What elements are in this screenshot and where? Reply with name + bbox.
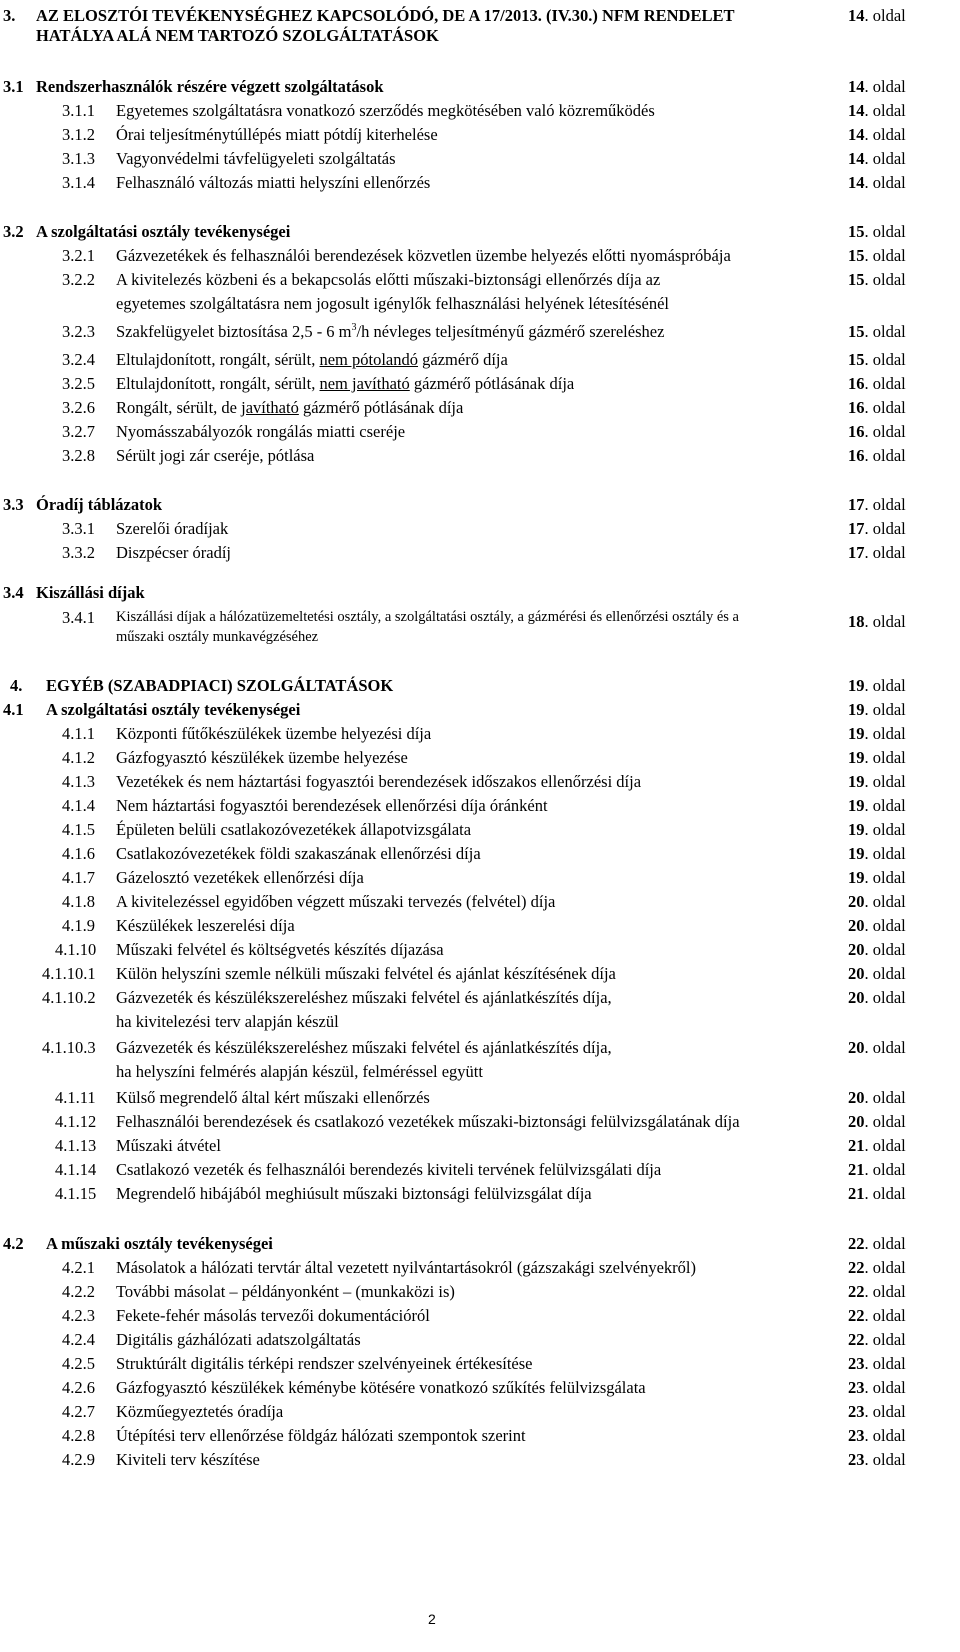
toc-title: EGYÉB (SZABADPIACI) SZOLGÁLTATÁSOK: [46, 676, 394, 695]
toc-title: Eltulajdonított, rongált, sérült, nem pótolandó gázmérő díja: [116, 350, 508, 369]
toc-title: Diszpécser óradíj: [116, 543, 231, 562]
toc-number: 4.1.8: [62, 892, 95, 911]
toc-title: Szerelői óradíjak: [116, 519, 229, 538]
toc-title: Gázelosztó vezetékek ellenőrzési díja: [116, 868, 364, 887]
toc-entry: [0, 1308, 960, 1328]
toc-number: 4.1.4: [62, 796, 95, 815]
toc-number: 3.4.1: [62, 608, 95, 627]
toc-page: 20. oldal: [848, 1112, 906, 1131]
toc-entry: [0, 272, 960, 292]
toc-title: Csatlakozó vezeték és felhasználói berendezés kiviteli tervének felülvizsgálati díja: [116, 1160, 662, 1179]
toc-page: 19. oldal: [848, 772, 906, 791]
toc-entry: [0, 774, 960, 794]
toc-number: 4.1.3: [62, 772, 95, 791]
toc-entry: [0, 870, 960, 890]
toc-page: 17. oldal: [848, 495, 906, 514]
toc-page: 23. oldal: [848, 1450, 906, 1469]
toc-number: 3.: [3, 6, 16, 25]
toc-entry: [0, 248, 960, 268]
toc-number: 3.2.1: [62, 246, 95, 265]
toc-entry: [0, 8, 960, 28]
toc-page: 23. oldal: [848, 1354, 906, 1373]
toc-number: 3.2.4: [62, 350, 95, 369]
toc-title: A kivitelezés közbeni és a bekapcsolás előtti műszaki-biztonsági ellenőrzés díja az: [116, 270, 661, 289]
toc-title: A szolgáltatási osztály tevékenységei: [36, 222, 291, 241]
toc-page: 18. oldal: [848, 612, 906, 631]
toc-number: 4.1: [3, 700, 24, 719]
toc-page: 14. oldal: [848, 101, 906, 120]
toc-title-line2: ha kivitelezési terv alapján készül: [116, 1012, 339, 1031]
toc-title: Szakfelügyelet biztosítása 2,5 - 6 $m^3/h$ névleges teljesítményű gázmérő szereléshez: [116, 322, 665, 341]
toc-entry: [0, 400, 960, 420]
toc-title: Órai teljesítménytúllépés miatt pótdíj kiterhelése: [116, 125, 438, 144]
page-number: 2: [428, 1611, 436, 1627]
toc-title: Digitális gázhálózati adatszolgáltatás: [116, 1330, 361, 1349]
toc-title: Nem háztartási fogyasztói berendezések ellenőrzési díja óránként: [116, 796, 548, 815]
toc-entry: [0, 352, 960, 372]
toc-entry: [0, 1428, 960, 1448]
toc-title: Gázvezeték és készülékszereléshez műszaki felvétel és ajánlatkészítés díja,: [116, 1038, 612, 1057]
toc-entry: [0, 1186, 960, 1206]
toc-number: 3.1: [3, 77, 24, 96]
toc-title: Fekete-fehér másolás tervezői dokumentációról: [116, 1306, 430, 1325]
toc-page: 15. oldal: [848, 270, 906, 289]
toc-number: 3.2.6: [62, 398, 95, 417]
toc-entry-continuation: [0, 630, 960, 650]
toc-number: 4.1.10: [55, 940, 97, 959]
toc-entry: [0, 798, 960, 818]
toc-title-line2: HATÁLYA ALÁ NEM TARTOZÓ SZOLGÁLTATÁSOK: [36, 26, 439, 45]
toc-page: 15. oldal: [848, 222, 906, 241]
toc-number: 4.2.6: [62, 1378, 95, 1397]
toc-page: 19. oldal: [848, 820, 906, 839]
toc-entry: [0, 324, 960, 344]
toc-number: 4.1.6: [62, 844, 95, 863]
toc-page: 15. oldal: [848, 350, 906, 369]
toc-title: Gázfogyasztó készülékek üzembe helyezése: [116, 748, 408, 767]
toc-page: 19. oldal: [848, 868, 906, 887]
toc-number: 4.1.10.3: [42, 1038, 96, 1057]
toc-entry: [0, 1114, 960, 1134]
toc-number: 3.2.5: [62, 374, 95, 393]
toc-title: Kiviteli terv készítése: [116, 1450, 260, 1469]
toc-page: 20. oldal: [848, 940, 906, 959]
toc-title: Csatlakozóvezetékek földi szakaszának ellenőrzési díja: [116, 844, 481, 863]
toc-page: 14. oldal: [848, 125, 906, 144]
toc-number: 4.1.15: [55, 1184, 97, 1203]
toc-entry: [0, 678, 960, 698]
toc-entry: [0, 497, 960, 517]
toc-entry: [0, 1380, 960, 1400]
toc-entry: [0, 376, 960, 396]
toc-number: 4.2.5: [62, 1354, 95, 1373]
toc-title: Másolatok a hálózati tervtár által vezetett nyilvántartásokról (gázszakági szelvényekről): [116, 1258, 696, 1277]
toc-page: 14. oldal: [848, 173, 906, 192]
toc-number: 4.2.4: [62, 1330, 95, 1349]
toc-number: 4.1.10.1: [42, 964, 96, 983]
toc-number: 4.2: [3, 1234, 24, 1253]
toc-page: 22. oldal: [848, 1282, 906, 1301]
toc-entry: [0, 585, 960, 605]
toc-number: 3.4: [3, 583, 24, 602]
toc-entry: [0, 448, 960, 468]
toc-page: 20. oldal: [848, 964, 906, 983]
toc-entry: [0, 175, 960, 195]
toc-title: A szolgáltatási osztály tevékenységei: [46, 700, 301, 719]
toc-entry: [0, 822, 960, 842]
toc-number: 4.1.7: [62, 868, 95, 887]
toc-entry: [0, 79, 960, 99]
toc-page: 19. oldal: [848, 724, 906, 743]
toc-number: 3.2.3: [62, 322, 95, 341]
toc-title: További másolat – példányonként – (munkaközi is): [116, 1282, 455, 1301]
toc-title: Vezetékek és nem háztartási fogyasztói berendezések időszakos ellenőrzési díja: [116, 772, 642, 791]
toc-entry: [0, 702, 960, 722]
toc-title: Műszaki átvétel: [116, 1136, 221, 1155]
toc-number: 3.2.8: [62, 446, 95, 465]
toc-title: Óradíj táblázatok: [36, 495, 163, 514]
toc-page: 21. oldal: [848, 1184, 906, 1203]
toc-title: AZ ELOSZTÓI TEVÉKENYSÉGHEZ KAPCSOLÓDÓ, DE A 17/2013. (IV.30.) NFM RENDELET: [36, 6, 735, 25]
toc-number: 4.1.12: [55, 1112, 97, 1131]
toc-page: 17. oldal: [848, 543, 906, 562]
toc-title: Felhasználó változás miatti helyszíni ellenőrzés: [116, 173, 431, 192]
toc-page: 22. oldal: [848, 1234, 906, 1253]
toc-entry: [0, 726, 960, 746]
toc-page: 22. oldal: [848, 1330, 906, 1349]
toc-title: Gázfogyasztó készülékek kéménybe kötésére vonatkozó szűkítés felülvizsgálata: [116, 1378, 646, 1397]
toc-title: Kiszállási díjak: [36, 583, 145, 602]
toc-entry: [0, 224, 960, 244]
toc-entry: [0, 424, 960, 444]
toc-title: Központi fűtőkészülékek üzembe helyezési díja: [116, 724, 432, 743]
toc-entry-continuation: [0, 28, 960, 48]
toc-entry-continuation: [0, 296, 960, 316]
toc-page: 23. oldal: [848, 1402, 906, 1421]
toc-entry: [0, 942, 960, 962]
toc-title: A műszaki osztály tevékenységei: [46, 1234, 273, 1253]
toc-entry: [0, 545, 960, 565]
toc-entry: [0, 1404, 960, 1424]
toc-entry: [0, 1162, 960, 1182]
toc-title: Útépítési terv ellenőrzése földgáz hálózati szempontok szerint: [116, 1426, 526, 1445]
toc-entry: [0, 1236, 960, 1256]
toc-number: 4.2.1: [62, 1258, 95, 1277]
toc-number: 4.1.9: [62, 916, 95, 935]
toc-page: 20. oldal: [848, 892, 906, 911]
toc-entry: [0, 1260, 960, 1280]
toc-number: 4.1.14: [55, 1160, 97, 1179]
toc-entry: [0, 750, 960, 770]
toc-title: Gázvezeték és készülékszereléshez műszaki felvétel és ajánlatkészítés díja,: [116, 988, 612, 1007]
toc-title: Külön helyszíni szemle nélküli műszaki felvétel és ajánlat készítésének díja: [116, 964, 616, 983]
toc-number: 4.1.10.2: [42, 988, 96, 1007]
toc-entry: [0, 127, 960, 147]
toc-entry: [0, 1332, 960, 1352]
toc-page: 14. oldal: [848, 149, 906, 168]
toc-page: 19. oldal: [848, 748, 906, 767]
toc-title: Megrendelő hibájából meghiúsult műszaki biztonsági felülvizsgálat díja: [116, 1184, 592, 1203]
toc-page: 20. oldal: [848, 1038, 906, 1057]
toc-page: 22. oldal: [848, 1306, 906, 1325]
toc-page: 14. oldal: [848, 6, 906, 25]
toc-number: 4.2.7: [62, 1402, 95, 1421]
toc-number: 3.2.2: [62, 270, 95, 289]
toc-entry: [0, 1090, 960, 1110]
toc-title: Eltulajdonított, rongált, sérült, nem javítható gázmérő pótlásának díja: [116, 374, 575, 393]
toc-page: 23. oldal: [848, 1426, 906, 1445]
toc-entry: [0, 990, 960, 1010]
toc-page: 22. oldal: [848, 1258, 906, 1277]
toc-entry: [0, 846, 960, 866]
toc-number: 3.1.2: [62, 125, 95, 144]
toc-title: Egyetemes szolgáltatásra vonatkozó szerződés megkötésében való közreműködés: [116, 101, 655, 120]
toc-entry: [0, 610, 960, 630]
toc-page: 19. oldal: [848, 796, 906, 815]
toc-page: 19. oldal: [848, 844, 906, 863]
toc-title-line2: egyetemes szolgáltatásra nem jogosult igénylők felhasználási helyének létesítésénél: [116, 294, 670, 313]
toc-page: 21. oldal: [848, 1136, 906, 1155]
toc-title: Kiszállási díjak a hálózatüzemeltetési osztály, a szolgáltatási osztály, a gázmérési és ellenőrzési osztály és a: [116, 609, 739, 625]
toc-number: 4.2.2: [62, 1282, 95, 1301]
toc-page: 14. oldal: [848, 77, 906, 96]
toc-page: 16. oldal: [848, 446, 906, 465]
toc-title: Készülékek leszerelési díja: [116, 916, 295, 935]
toc-entry: [0, 103, 960, 123]
toc-entry: [0, 894, 960, 914]
toc-entry: [0, 151, 960, 171]
toc-title: Közműegyeztetés óradíja: [116, 1402, 284, 1421]
toc-title-line2: műszaki osztály munkavégzéséhez: [116, 629, 319, 645]
toc-entry: [0, 918, 960, 938]
toc-title: Nyomásszabályozók rongálás miatti cseréje: [116, 422, 406, 441]
toc-page: 20. oldal: [848, 988, 906, 1007]
toc-title: Struktúrált digitális térképi rendszer szelvényeinek értékesítése: [116, 1354, 533, 1373]
toc-number: 3.1.1: [62, 101, 95, 120]
toc-title: Felhasználói berendezések és csatlakozó vezetékek műszaki-biztonsági felülvizsgálatának díja: [116, 1112, 740, 1131]
toc-page: 17. oldal: [848, 519, 906, 538]
toc-title: Gázvezetékek és felhasználói berendezések közvetlen üzembe helyezés előtti nyomáspróbája: [116, 246, 731, 265]
toc-number: 3.2: [3, 222, 24, 241]
toc-page: 21. oldal: [848, 1160, 906, 1179]
toc-number: 4.1.1: [62, 724, 95, 743]
toc-page: 20. oldal: [848, 1088, 906, 1107]
toc-title: Műszaki felvétel és költségvetés készítés díjazása: [116, 940, 444, 959]
toc-page: 16. oldal: [848, 398, 906, 417]
toc-number: 3.1.3: [62, 149, 95, 168]
toc-number: 3.3.2: [62, 543, 95, 562]
toc-page: 23. oldal: [848, 1378, 906, 1397]
toc-number: 4.2.3: [62, 1306, 95, 1325]
toc-number: 3.1.4: [62, 173, 95, 192]
toc-page: 19. oldal: [848, 700, 906, 719]
toc-title: Sérült jogi zár cseréje, pótlása: [116, 446, 315, 465]
toc-number: 4.2.9: [62, 1450, 95, 1469]
toc-number: 3.2.7: [62, 422, 95, 441]
toc-entry: [0, 1040, 960, 1060]
toc-page: 15. oldal: [848, 246, 906, 265]
toc-entry: [0, 1356, 960, 1376]
toc-entry: [0, 1138, 960, 1158]
toc-number: 3.3.1: [62, 519, 95, 538]
toc-number: 3.3: [3, 495, 24, 514]
toc-number: 4.1.5: [62, 820, 95, 839]
toc-number: 4.: [10, 676, 23, 695]
toc-number: 4.1.2: [62, 748, 95, 767]
toc-title: Épületen belüli csatlakozóvezetékek állapotvizsgálata: [116, 820, 472, 839]
toc-entry-continuation: [0, 1064, 960, 1084]
toc-page: 20. oldal: [848, 916, 906, 935]
toc-title-line2: ha helyszíni felmérés alapján készül, felméréssel együtt: [116, 1062, 483, 1081]
toc-title: Vagyonvédelmi távfelügyeleti szolgáltatás: [116, 149, 396, 168]
toc-title: A kivitelezéssel egyidőben végzett műszaki tervezés (felvétel) díja: [116, 892, 556, 911]
toc-title: Külső megrendelő által kért műszaki ellenőrzés: [116, 1088, 430, 1107]
toc-page: 15. oldal: [848, 322, 906, 341]
toc-title: Rendszerhasználók részére végzett szolgáltatások: [36, 77, 384, 96]
toc-entry-continuation: [0, 1014, 960, 1034]
toc-entry: [0, 521, 960, 541]
toc-page: 16. oldal: [848, 422, 906, 441]
toc-entry: [0, 1284, 960, 1304]
toc-number: 4.1.13: [55, 1136, 97, 1155]
toc-entry: [0, 1452, 960, 1472]
toc-title: Rongált, sérült, de javítható gázmérő pótlásának díja: [116, 398, 464, 417]
toc-page: 19. oldal: [848, 676, 906, 695]
toc-number: 4.2.8: [62, 1426, 95, 1445]
toc-entry: [0, 966, 960, 986]
toc-page: 16. oldal: [848, 374, 906, 393]
toc-number: 4.1.11: [55, 1088, 96, 1107]
